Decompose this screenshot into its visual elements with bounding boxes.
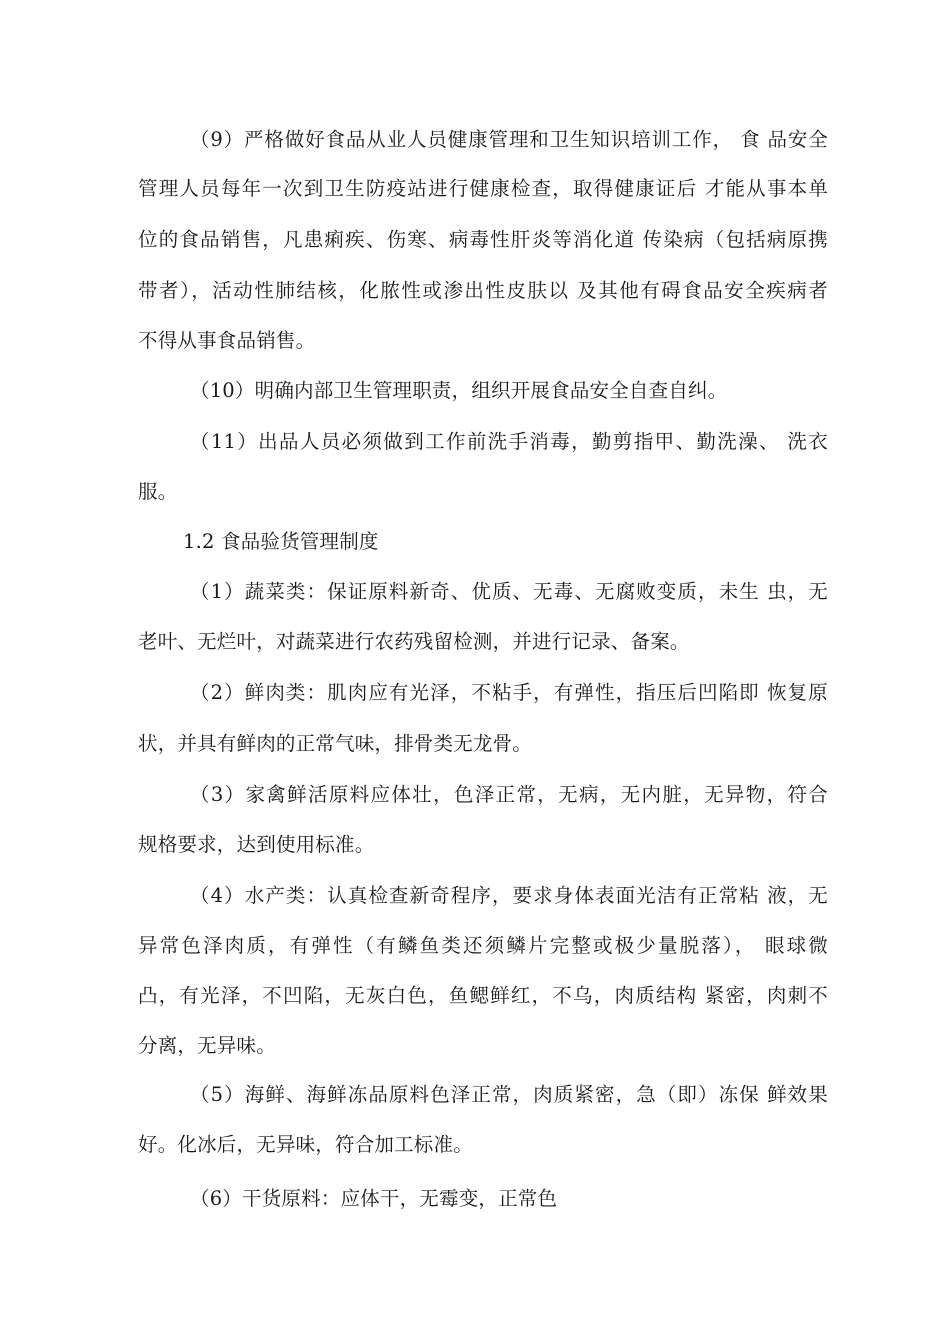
text-line: 凸，有光泽，不凹陷，无灰白色，鱼鳃鲜红，不乌，肉质结构 紧密，肉刺不 — [138, 984, 828, 1007]
text-line: （3）家禽鲜活原料应体壮，色泽正常，无病，无内脏，无异物，符合 — [190, 783, 828, 806]
text-line: 带者），活动性肺结核，化脓性或渗出性皮肤以 及其他有碍食品安全疾病者 — [138, 279, 828, 302]
text-line: 分离，无异味。 — [138, 1034, 276, 1057]
text-line: （1）蔬菜类：保证原料新奇、优质、无毒、无腐败变质，未生 虫，无 — [190, 580, 828, 603]
text-line: 规格要求，达到使用标准。 — [138, 833, 375, 856]
text-line: 异常色泽肉质，有弹性（有鳞鱼类还须鳞片完整或极少量脱落）， 眼球微 — [138, 934, 828, 957]
text-line: （2）鲜肉类：肌肉应有光泽，不粘手，有弹性，指压后凹陷即 恢复原 — [190, 681, 828, 704]
text-line: 状，并具有鲜肉的正常气味，排骨类无龙骨。 — [138, 732, 533, 755]
text-line: 管理人员每年一次到卫生防疫站进行健康检查，取得健康证后 才能从事本单 — [138, 177, 828, 200]
section-heading: 1.2 食品验货管理制度 — [183, 530, 379, 553]
text-line: （9）严格做好食品从业人员健康管理和卫生知识培训工作， 食 品安全 — [190, 128, 828, 151]
text-line: 不得从事食品销售。 — [138, 329, 316, 352]
text-line: （6）干货原料：应体干，无霉变，正常色 — [190, 1187, 558, 1210]
text-line: 服。 — [138, 480, 178, 503]
text-line: （5）海鲜、海鲜冻品原料色泽正常，肉质紧密，急（即）冻保 鲜效果 — [190, 1083, 828, 1106]
text-line: 位的食品销售，凡患痢疾、伤寒、病毒性肝炎等消化道 传染病（包括病原携 — [138, 228, 828, 251]
text-line: （4）水产类：认真检查新奇程序，要求身体表面光洁有正常粘 液，无 — [190, 884, 828, 907]
text-line: 好。化冰后，无异味，符合加工标准。 — [138, 1133, 473, 1156]
text-line: （10）明确内部卫生管理职责，组织开展食品安全自查自纠。 — [190, 379, 728, 402]
text-line: （11）出品人员必须做到工作前洗手消毒，勤剪指甲、勤洗澡、 洗衣 — [190, 430, 828, 453]
text-line: 老叶、无烂叶，对蔬菜进行农药残留检测，并进行记录、备案。 — [138, 630, 690, 653]
